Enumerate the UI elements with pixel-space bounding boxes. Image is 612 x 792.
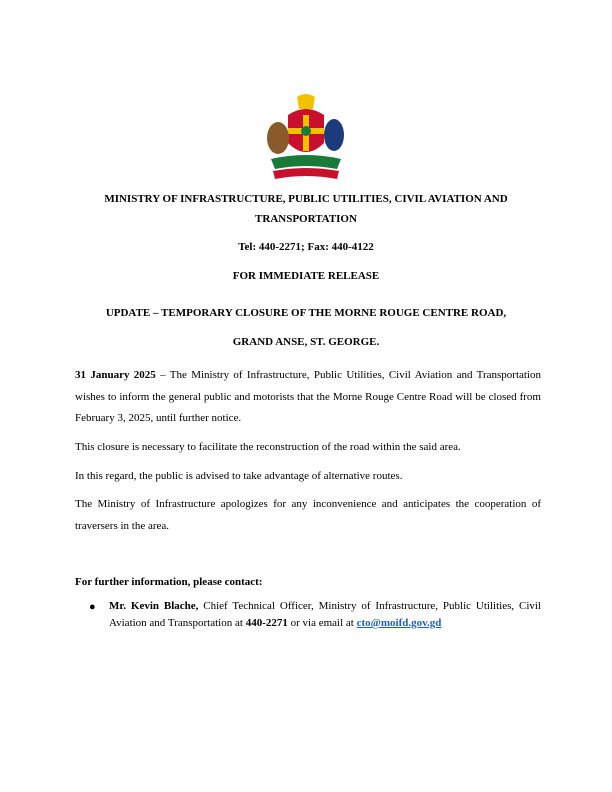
contact-item bbox=[109, 598, 541, 632]
title-line2: GRAND ANSE, ST. GEORGE. bbox=[232, 336, 380, 348]
coat-of-arms-logo bbox=[263, 93, 349, 181]
contact-heading: For further information, please contact: bbox=[75, 576, 263, 588]
paragraph-4: The Ministry of Infrastructure apologizes for any inconvenience and anticipates the cooperation of traversers in the area. bbox=[75, 498, 541, 532]
contact-details: Chief Technical Officer, Ministry of Infrastructure, Public Utilities, Civil Aviation and Transportation at bbox=[109, 600, 541, 629]
contact-name: Mr. Kevin Blache, bbox=[109, 600, 199, 612]
ministry-heading-line2: TRANSPORTATION bbox=[255, 213, 357, 225]
release-label: FOR IMMEDIATE RELEASE bbox=[232, 270, 380, 282]
paragraph-1-text: – The Ministry of Infrastructure, Public Utilities, Civil Aviation and Transportation wishes to inform the general public and motorists that the Morne Rouge Centre Road will be closed from February 3, 2025, until further notice. bbox=[75, 369, 541, 424]
ministry-heading: MINISTRY OF INFRASTRUCTURE, PUBLIC UTILITIES, CIVIL AVIATION AND bbox=[104, 193, 508, 205]
paragraph-3: In this regard, the public is advised to take advantage of alternative routes. bbox=[75, 470, 403, 482]
release-date: 31 January 2025 bbox=[75, 369, 156, 381]
paragraph-2: This closure is necessary to facilitate the reconstruction of the road within the said area. bbox=[75, 441, 461, 453]
paragraph-1 bbox=[75, 365, 541, 430]
contact-via: or via email at bbox=[287, 617, 357, 629]
bullet-icon: ● bbox=[89, 601, 96, 613]
contact-phone: 440-2271 bbox=[245, 617, 288, 629]
contact-numbers: Tel: 440-2271; Fax: 440-4122 bbox=[238, 241, 374, 253]
title-line1: UPDATE – TEMPORARY CLOSURE OF THE MORNE ROUGE CENTRE ROAD, bbox=[105, 307, 507, 319]
email-link[interactable]: cto@moifd.gov.gd bbox=[356, 617, 442, 629]
